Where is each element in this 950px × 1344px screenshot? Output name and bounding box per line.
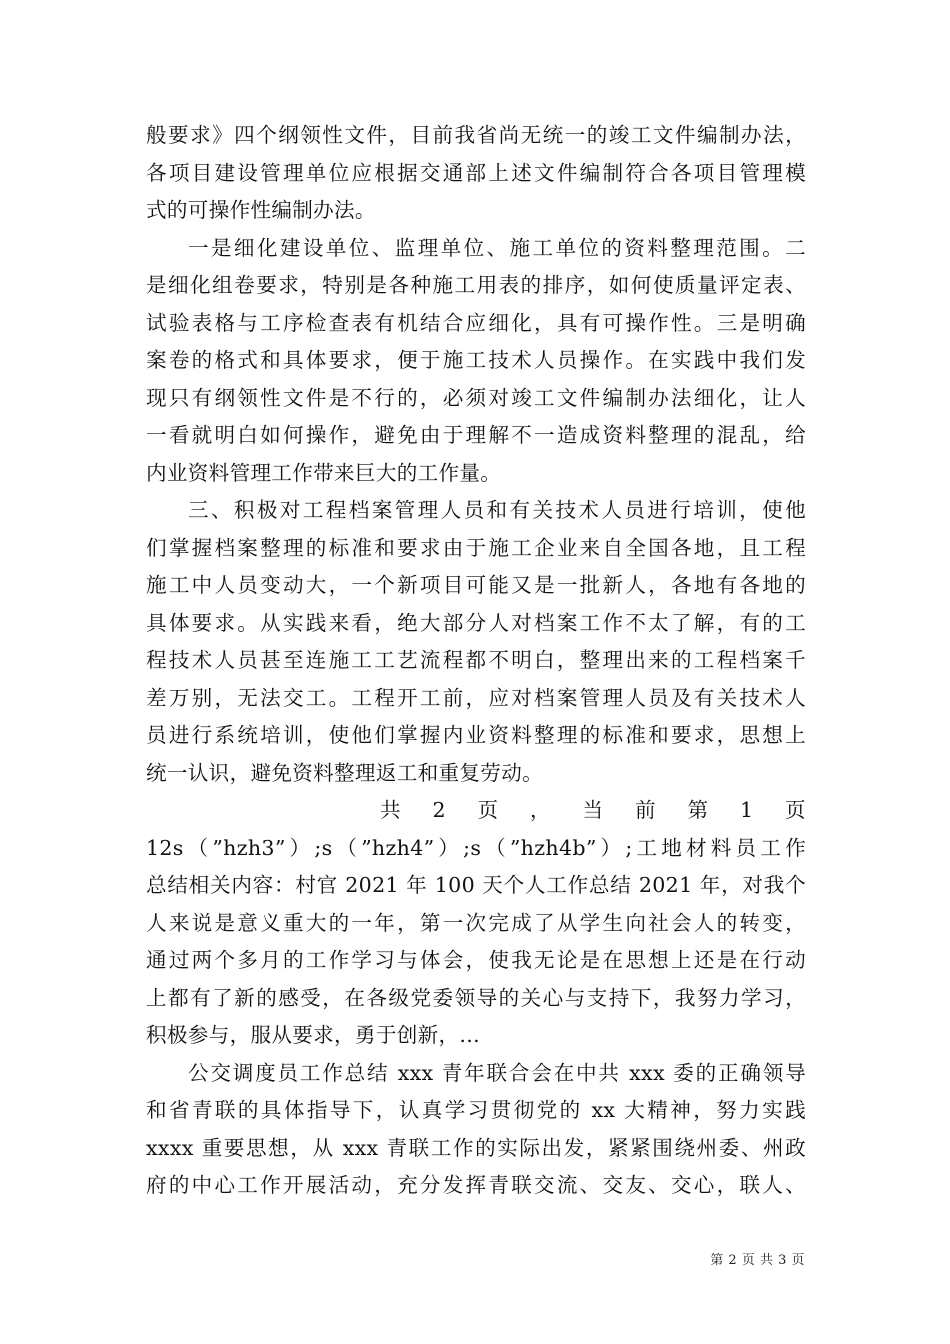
- page-count-token: 前: [635, 798, 656, 822]
- text-line: 试验表格与工序检查表有机结合应细化，具有可操作性。三是明确: [146, 310, 806, 335]
- text-line: 积极参与，服从要求，勇于创新，...: [146, 1023, 480, 1047]
- page-count-token: 当: [582, 798, 604, 822]
- text-line: 通过两个多月的工作学习与体会，使我无论是在思想上还是在行动: [146, 948, 806, 972]
- text-line: 案卷的格式和具体要求，便于施工技术人员操作。在实践中我们发: [146, 348, 806, 372]
- text-line: 府的中心工作开展活动，充分发挥青联交流、交友、交心，联人、: [146, 1173, 806, 1197]
- page-count-token: 第: [687, 798, 709, 822]
- text-line: 差万别，无法交工。工程开工前，应对档案管理人员及有关技术人: [146, 685, 806, 710]
- text-line: 一看就明白如何操作，避免由于理解不一造成资料整理的混乱，给: [146, 423, 806, 447]
- text-line: 三、积极对工程档案管理人员和有关技术人员进行培训，使他: [188, 498, 806, 522]
- page-count-token: ，: [530, 798, 551, 822]
- page-footer: 第 2 页 共 3 页: [710, 1253, 805, 1268]
- text-line: 式的可操作性编制办法。: [146, 198, 376, 222]
- text-line: 统一认识，避免资料整理返工和重复劳动。: [146, 760, 543, 785]
- page-count-token: 1: [740, 798, 754, 822]
- text-line: 程技术人员甚至连施工工艺流程都不明白，整理出来的工程档案千: [146, 648, 806, 672]
- text-line: 具体要求。从实践来看，绝大部分人对档案工作不太了解，有的工: [146, 610, 806, 635]
- page-count-token: 共: [380, 798, 401, 822]
- text-line: 总结相关内容：村官 2021 年 100 天个人工作总结 2021 年，对我个: [146, 873, 806, 897]
- text-line: 上都有了新的感受，在各级党委领导的关心与支持下，我努力学习，: [146, 985, 806, 1010]
- text-line: 12s（”hzh3”）;s（”hzh4”）;s（”hzh4b”）;工地材料员工作: [146, 835, 806, 860]
- text-line: 公交调度员工作总结 xxx 青年联合会在中共 xxx 委的正确领导: [188, 1060, 806, 1085]
- text-line: 是细化组卷要求，特别是各种施工用表的排序，如何使质量评定表、: [146, 273, 806, 297]
- text-line: 般要求》四个纲领性文件，目前我省尚无统一的竣工文件编制办法，: [146, 123, 806, 147]
- text-line: 员进行系统培训，使他们掌握内业资料整理的标准和要求，思想上: [146, 723, 806, 747]
- text-line: xxxx 重要思想，从 xxx 青联工作的实际出发，紧紧围绕州委、州政: [146, 1135, 806, 1160]
- text-line: 一是细化建设单位、监理单位、施工单位的资料整理范围。二: [188, 235, 806, 260]
- text-line: 和省青联的具体指导下，认真学习贯彻党的 xx 大精神，努力实践: [146, 1098, 806, 1122]
- page-count-token: 页: [477, 798, 499, 822]
- document-body: [146, 117, 806, 1205]
- text-line: 各项目建设管理单位应根据交通部上述文件编制符合各项目管理模: [146, 160, 806, 185]
- page-count-token: 2: [432, 798, 446, 822]
- text-line: 人来说是意义重大的一年，第一次完成了从学生向社会人的转变，: [146, 910, 806, 935]
- text-line: 们掌握档案整理的标准和要求由于施工企业来自全国各地，且工程: [146, 535, 806, 560]
- page-count-line: [146, 792, 806, 830]
- text-line: 施工中人员变动大，一个新项目可能又是一批新人，各地有各地的: [146, 573, 806, 597]
- text-line: 内业资料管理工作带来巨大的工作量。: [146, 460, 502, 485]
- page-count-token: 页: [785, 798, 806, 822]
- text-line: 现只有纲领性文件是不行的，必须对竣工文件编制办法细化，让人: [146, 385, 806, 410]
